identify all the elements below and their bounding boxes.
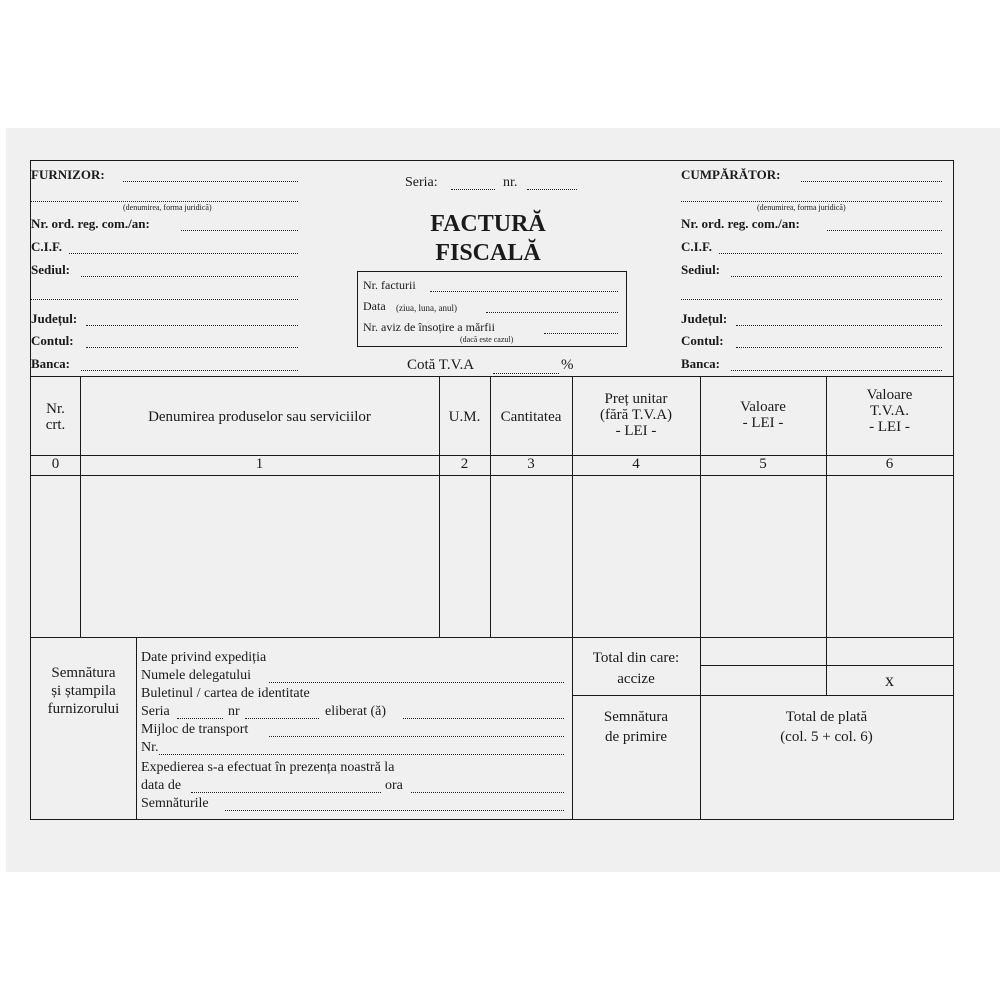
supplier-title: FURNIZOR: — [31, 167, 105, 182]
id-card-label: Buletinul / cartea de identitate — [141, 686, 310, 701]
number-field[interactable] — [527, 189, 577, 190]
supplier-reg-field[interactable] — [181, 230, 298, 231]
total-including-line2: accize — [617, 671, 655, 687]
table-top-border — [31, 376, 953, 377]
buyer-account-label: Contul: — [681, 333, 724, 348]
total-including-line1: Total din care: — [592, 650, 680, 666]
supplier-reg-label: Nr. ord. reg. com./an: — [31, 216, 150, 231]
buyer-county-field[interactable] — [736, 325, 942, 326]
supplier-cif-field[interactable] — [69, 253, 298, 254]
col-header-0 — [31, 401, 80, 433]
supplier-signature-line2: și ștampila — [51, 683, 116, 699]
col-number-4: 4 — [632, 456, 640, 472]
transport-field[interactable] — [269, 736, 564, 737]
vat-rate-label: Cotă T.V.A — [407, 357, 475, 373]
excise-x-mark: x — [885, 670, 894, 690]
vat-percent-sign: % — [561, 357, 574, 373]
invoice-no-label: Nr. facturii — [363, 278, 416, 292]
totals-bottom-divider — [572, 695, 953, 696]
ship-date-field[interactable] — [191, 792, 381, 793]
shipping-title: Date privind expediția — [141, 650, 267, 665]
buyer-reg-field[interactable] — [827, 230, 942, 231]
col-header-6 — [826, 387, 953, 435]
buyer-bank-field[interactable] — [731, 370, 942, 371]
total-payment-line1: Total de plată — [785, 709, 868, 725]
supplier-signature-line1: Semnătura — [51, 665, 116, 681]
id-issued-field[interactable] — [403, 718, 564, 719]
buyer-name-field-2[interactable] — [681, 201, 942, 202]
receipt-signature-line2: de primire — [604, 729, 668, 745]
id-issued-label: eliberat (ă) — [325, 704, 387, 719]
supplier-legal-form-hint: (denumirea, forma juridică) — [123, 203, 212, 212]
col-header-5-line2: - LEI - — [742, 415, 784, 431]
id-series-field[interactable] — [177, 718, 223, 719]
col-header-4-line1: Preț unitar — [604, 391, 668, 407]
supplier-name-field-2[interactable] — [31, 201, 298, 202]
buyer-account-field[interactable] — [736, 347, 942, 348]
buyer-name-field[interactable] — [801, 181, 942, 182]
ship-hour-label: ora — [385, 778, 403, 793]
supplier-account-label: Contul: — [31, 333, 74, 348]
total-including-label — [572, 648, 700, 690]
supplier-office-field-2[interactable] — [31, 299, 298, 300]
invoice-details-box — [357, 271, 627, 347]
ship-hour-field[interactable] — [411, 792, 564, 793]
transport-nr-field[interactable] — [159, 754, 564, 755]
buyer-bank-label: Banca: — [681, 356, 720, 371]
supplier-account-field[interactable] — [86, 347, 298, 348]
col-number-5: 5 — [759, 456, 767, 472]
col-header-3: Cantitatea — [500, 409, 562, 425]
buyer-cif-label: C.I.F. — [681, 239, 712, 254]
invoice-date-hint: (ziua, luna, anul) — [396, 303, 457, 313]
series-label: Seria: — [405, 175, 438, 190]
total-payment-line2: (col. 5 + col. 6) — [780, 729, 873, 745]
receipt-signature-label — [572, 707, 700, 747]
col-number-1: 1 — [255, 456, 264, 472]
col-header-2: U.M. — [448, 409, 481, 425]
col-number-0: 0 — [51, 456, 60, 472]
buyer-reg-label: Nr. ord. reg. com./an: — [681, 216, 800, 231]
col-header-0-line2: crt. — [45, 417, 66, 433]
delegate-label: Numele delegatului — [141, 668, 252, 683]
buyer-office-field-2[interactable] — [681, 299, 942, 300]
invoice-date-field[interactable] — [486, 312, 618, 313]
notice-hint: (dacă este cazul) — [460, 335, 514, 344]
supplier-cif-label: C.I.F. — [31, 239, 62, 254]
invoice-title-line1: FACTURĂ — [430, 211, 546, 237]
supplier-signature-line3: furnizorului — [47, 701, 120, 717]
receipt-signature-line1: Semnătura — [603, 709, 669, 725]
col-header-0-line1: Nr. — [46, 401, 65, 417]
buyer-legal-form-hint: (denumirea, forma juridică) — [757, 203, 846, 212]
buyer-title: CUMPĂRĂTOR: — [681, 167, 781, 182]
invoice-no-field[interactable] — [430, 291, 618, 292]
signatures-label: Semnăturile — [141, 796, 209, 811]
col-header-5-line1: Valoare — [740, 399, 786, 415]
col-header-4 — [572, 391, 700, 439]
supplier-county-field[interactable] — [86, 325, 298, 326]
col-number-2: 2 — [460, 456, 469, 472]
col-number-6: 6 — [885, 456, 894, 472]
id-series-label: Seria — [141, 704, 170, 719]
col-header-1: Denumirea produselor sau serviciilor — [148, 409, 371, 425]
id-nr-label: nr — [228, 704, 240, 719]
table-bottom-border — [31, 637, 953, 638]
col-header-4-line3: - LEI - — [615, 423, 657, 439]
buyer-cif-field[interactable] — [719, 253, 942, 254]
invoice-date-label: Data — [363, 299, 386, 313]
transport-nr-label: Nr. — [141, 740, 159, 755]
supplier-bank-label: Banca: — [31, 356, 70, 371]
buyer-county-label: Județul: — [681, 311, 728, 326]
col-number-3: 3 — [527, 456, 535, 472]
signatures-field[interactable] — [225, 810, 564, 811]
supplier-office-field[interactable] — [81, 276, 298, 277]
number-label: nr. — [503, 175, 518, 190]
total-payment-label — [700, 707, 953, 747]
invoice-title-line2: FISCALĂ — [435, 240, 541, 266]
buyer-office-field[interactable] — [731, 276, 942, 277]
col-header-4-line2: (fără T.V.A) — [599, 407, 673, 423]
id-nr-field[interactable] — [245, 718, 319, 719]
supplier-office-label: Sediul: — [31, 262, 71, 277]
supplier-bank-field[interactable] — [81, 370, 298, 371]
buyer-office-label: Sediul: — [681, 262, 721, 277]
footer-divider-sign — [136, 637, 137, 819]
supplier-signature-label — [31, 664, 136, 718]
col-header-6-line2: T.V.A. — [869, 403, 910, 419]
vat-rate-field[interactable] — [493, 373, 559, 374]
shipping-done-label: Expedierea s-a efectuat în prezența noastră la — [141, 760, 395, 775]
notice-field[interactable] — [544, 333, 618, 334]
col-header-5 — [700, 399, 826, 431]
ship-date-label: data de — [141, 778, 182, 793]
col-header-6-line1: Valoare — [866, 387, 913, 403]
invoice-form — [30, 160, 954, 820]
delegate-field[interactable] — [269, 682, 564, 683]
supplier-county-label: Județul: — [31, 311, 78, 326]
notice-label: Nr. aviz de însoțire a mărfii — [363, 320, 495, 334]
series-field[interactable] — [451, 189, 495, 190]
supplier-name-field[interactable] — [123, 181, 298, 182]
col-header-6-line3: - LEI - — [869, 419, 910, 435]
items-entry-area[interactable] — [31, 476, 953, 636]
transport-label: Mijloc de transport — [141, 722, 249, 737]
